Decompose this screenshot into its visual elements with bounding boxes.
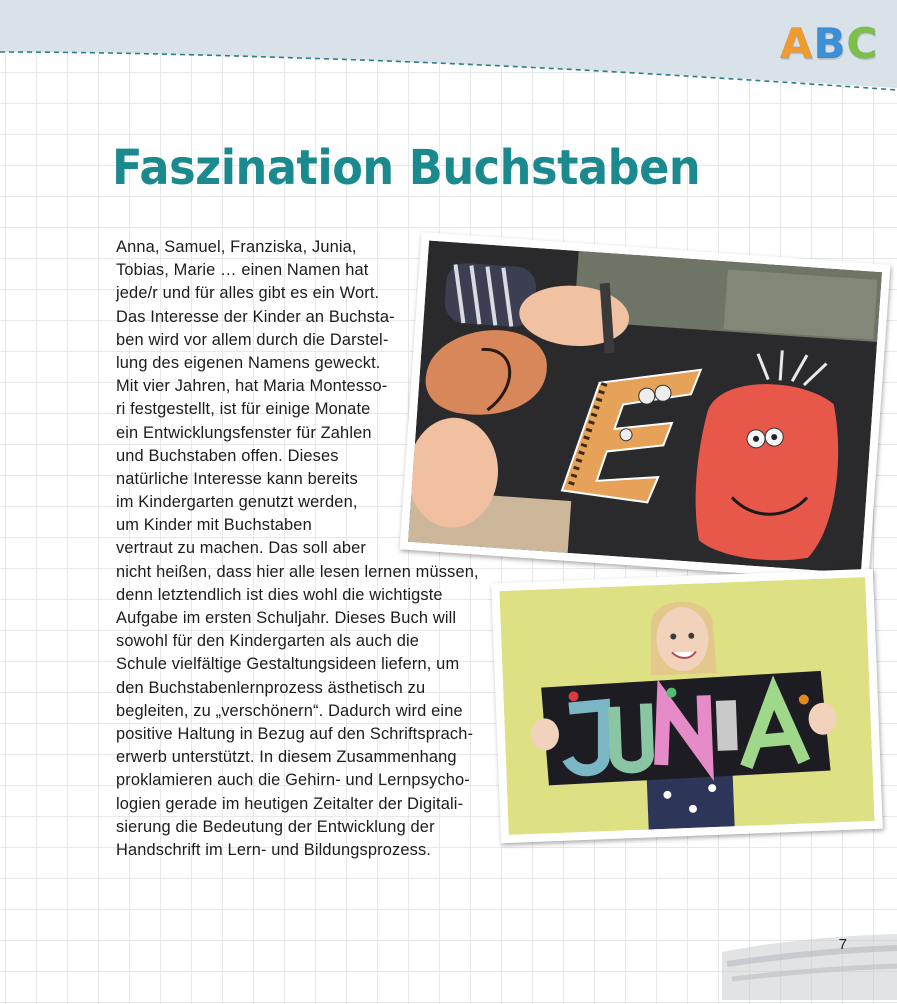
body-line: den Buchstabenlernprozess ästhetisch zu	[116, 678, 426, 697]
body-line: erwerb unterstützt. In diesem Zusammenhang	[116, 748, 457, 767]
body-line: ben wird vor allem durch die Darstel-	[116, 330, 389, 349]
body-line: um Kinder mit Buchstaben	[116, 516, 312, 535]
junia-banner	[541, 671, 831, 786]
collage-image	[408, 241, 882, 574]
body-line: proklamieren auch die Gehirn- und Lernpsycho-	[116, 771, 470, 790]
body-line: Mit vier Jahren, hat Maria Montesso-	[116, 377, 388, 396]
body-line: sierung die Bedeutung der Entwicklung der	[116, 817, 435, 836]
body-line: sowohl für den Kindergarten als auch die	[116, 632, 420, 651]
body-line: ein Entwicklungsfenster für Zahlen	[116, 423, 372, 442]
page-number-area	[722, 924, 897, 1000]
body-line: Anna, Samuel, Franziska, Junia,	[116, 238, 357, 256]
body-line: und Buchstaben offen. Dieses	[116, 446, 339, 465]
brush-stroke	[722, 924, 897, 1000]
photo-name-banner	[491, 569, 883, 843]
body-line: im Kindergarten genutzt werden,	[116, 493, 358, 512]
logo-letter-c: C	[846, 19, 879, 68]
body-line: begleiten, zu „verschönern“. Dadurch wird eine	[116, 701, 463, 720]
body-line: denn letztendlich ist dies wohl die wichtigste	[116, 585, 443, 604]
logo-letter-b: B	[813, 19, 847, 68]
body-line: Schule vielfältige Gestaltungsideen liefern, um	[116, 655, 460, 674]
body-line: logien gerade im heutigen Zeitalter der Digitali-	[116, 794, 464, 813]
banner-image	[499, 577, 874, 835]
page-number: 7	[838, 936, 847, 953]
body-line: Tobias, Marie … einen Namen hat	[116, 261, 369, 280]
body-line: Das Interesse der Kinder an Buchsta-	[116, 307, 395, 326]
logo-letter-a: A	[780, 19, 814, 68]
body-line: Handschrift im Lern- und Bildungsprozess.	[116, 840, 431, 859]
body-line: vertraut zu machen. Das soll aber	[116, 539, 367, 558]
photo-collage	[399, 232, 890, 582]
body-line: jede/r und für alles gibt es ein Wort.	[116, 284, 380, 303]
body-line: positive Haltung in Bezug auf den Schriftsprach-	[116, 724, 474, 743]
body-line: nicht heißen, dass hier alle lesen lernen müssen,	[116, 562, 479, 581]
body-line: lung des eigenen Namens geweckt.	[116, 353, 381, 372]
body-line: natürliche Interesse kann bereits	[116, 469, 358, 488]
abc-logo	[780, 18, 878, 70]
header-band	[0, 0, 897, 100]
body-line: Aufgabe im ersten Schuljahr. Dieses Buch will	[116, 609, 457, 627]
body-line: ri festgestellt, ist für einige Monate	[116, 400, 371, 419]
page-title: Faszination Buchstaben	[112, 140, 701, 196]
